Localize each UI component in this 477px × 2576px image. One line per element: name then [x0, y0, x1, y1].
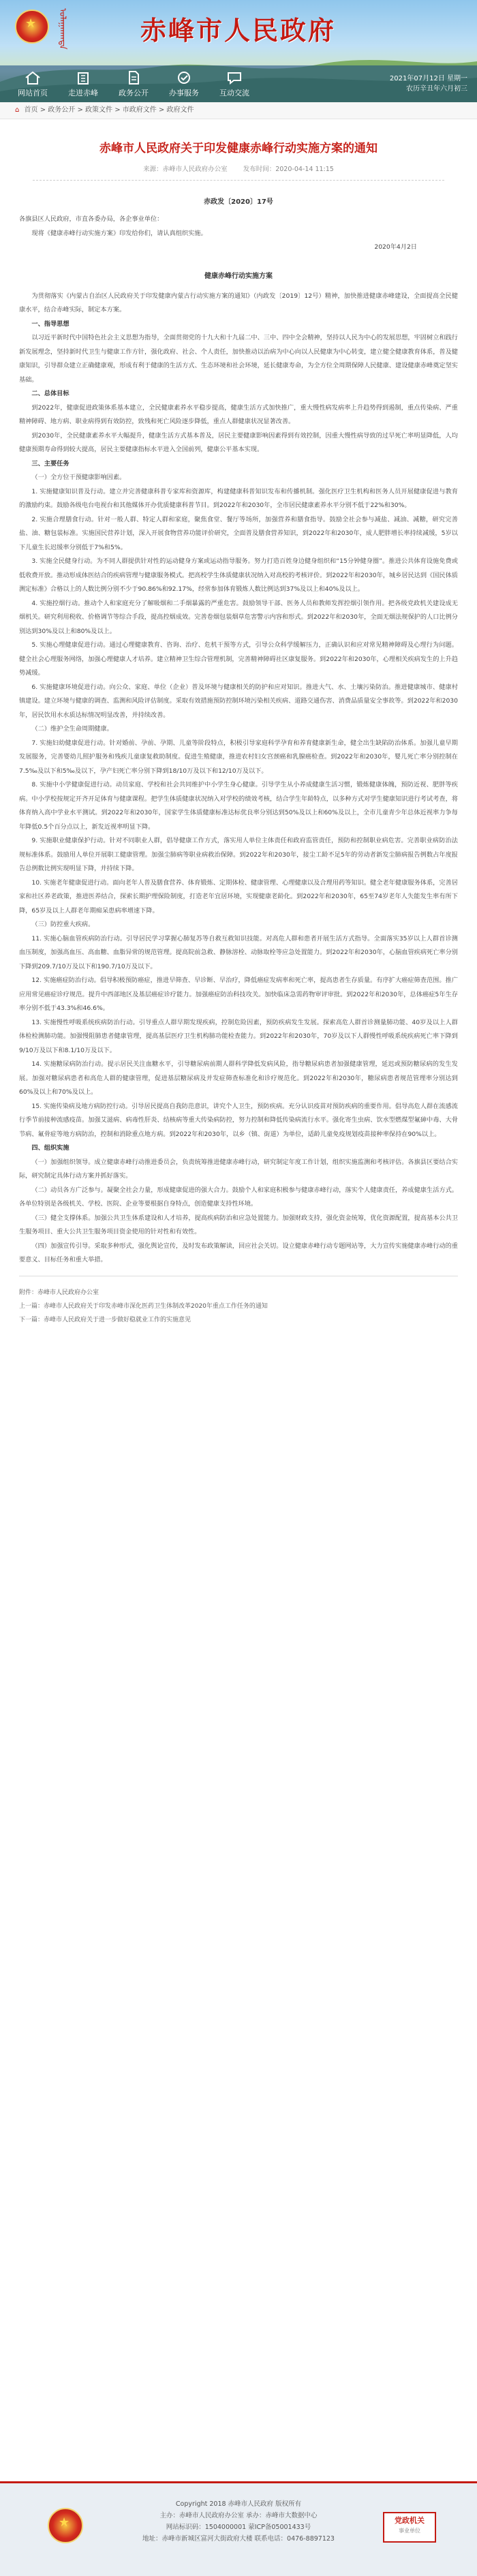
section-paragraph: 5. 实施心理健康促进行动。通过心理健康教育、咨询、治疗、危机干预等方式，引导公众科学缓解压力，正确认识和应对常见精神障碍及心理行为问题。健全社会心理服务网络，加强心理健康人才培养。建立精神卫生综合管理机制，完善精神障碍社区康复服务。到2022年和2030年，心理相关疾病发生的上升趋势减缓。 — [19, 641, 458, 677]
nav-item-label: 互动交流 — [219, 88, 249, 97]
nav-item-interaction[interactable] — [213, 70, 256, 98]
chat-icon — [226, 70, 243, 85]
nav-item-services[interactable] — [162, 70, 206, 98]
attachment-line[interactable]: 附件：赤峰市人民政府办公室 — [19, 1289, 99, 1296]
article-source: 来源：赤峰市人民政府办公室 — [143, 166, 228, 173]
section-paragraph: 8. 实施中小学健康促进行动。动员家庭、学校和社会共同维护中小学生身心健康。引导学生从小养成健康生活习惯，锻炼健康体魄，预防近视、肥胖等疾病。中小学校按规定开齐开足体育与健康课程。把学生体质健康状况纳入对学校的绩效考核，结合学生年龄特点，以多种方式对学生健康知识进行考试考查，将体育纳入高中学业水平测试。到2022年和2030年，国家学生体质健康标准达标优良率分别达到50%及以上和60%及以上，全市儿童青少年总体近视率力争每年降低0.5个百分点以上，新发近视率明显下降。 — [19, 781, 458, 831]
attachments — [19, 1286, 458, 1327]
section-heading: 三、主要任务 — [31, 459, 70, 467]
main-nav — [0, 65, 477, 102]
breadcrumb-text[interactable]: 首页 > 政务公开 > 政策文件 > 市政府文件 > 政府文件 — [24, 106, 194, 114]
section-paragraph: 14. 实施糖尿病防治行动。提示居民关注血糖水平，引导糖尿病前期人群科学降低发病风险，指导糖尿病患者加强健康管理，延迟或预防糖尿病的发生发展。加强对糖尿病患者和高危人群的健康管理，促进基层糖尿病及并发症筛查标准化和诊疗规范化。到2022年和2030年，糖尿病患者规范管理率分别达到60%及以上和70%及以上。 — [19, 1060, 458, 1096]
section-paragraph: 13. 实施慢性呼吸系统疾病防治行动。引导重点人群早期发现疾病，控制危险因素，预防疾病发生发展。探索高危人群首诊测量肺功能、40岁及以上人群体检检测肺功能。加强慢阻肺患者健康管理，提高基层医疗卫生机构肺功能检查能力。到2022年和2030年，70岁及以下人群慢性呼吸系统疾病死亡率下降到9/10万及以下和8.1/10万及以下。 — [19, 1018, 458, 1054]
footer-icp[interactable]: 网站标识码：1504000001 蒙ICP备05001433号 — [166, 2524, 311, 2531]
article-meta — [33, 164, 444, 181]
badge-subtitle: 事业单位 — [399, 2528, 420, 2534]
nav-item-label: 政务公开 — [119, 88, 149, 97]
footer-emblem-logo — [48, 2508, 83, 2543]
footer-copyright: Copyright 2018 赤峰市人民政府 版权所有 — [175, 2500, 302, 2508]
building-icon — [74, 70, 92, 85]
section-paragraph: （一）全方位干预健康影响因素。 — [31, 474, 126, 481]
nav-item-label: 网站首页 — [18, 88, 48, 97]
section-paragraph: （一）加强组织领导。成立健康赤峰行动推进委员会，负责统筹推进健康赤峰行动，研究制定年度工作计划，组织实施监测和考核评估。各旗县区要结合实际，研究制定具体行动方案并抓好落实。 — [19, 1158, 458, 1180]
next-article-link[interactable]: 下一篇：赤峰市人民政府关于进一步做好稳就业工作的实施意见 — [19, 1316, 191, 1323]
gov-site-badge[interactable] — [383, 2512, 436, 2543]
section-paragraph: 7. 实施妇幼健康促进行动。针对婚前、孕前、孕期、儿童等阶段特点，积极引导家庭科学孕育和养育健康新生命，健全出生缺陷防治体系。加强儿童早期发展服务，完善婴幼儿照护服务和残疾儿童康复救助制度。促进生殖健康，推进农村妇女宫颈癌和乳腺癌检查。到2022年和2030年，婴儿死亡率分别控制在7.5‰及以下和5‰及以下，孕产妇死亡率分别下降到18/10万及以下和12/10万及以下。 — [19, 739, 458, 775]
section-paragraph: 到2022年，健康促进政策体系基本建立，全民健康素养水平稳步提高，健康生活方式加快推广，重大慢性病发病率上升趋势得到遏制，重点传染病、严重精神障碍、地方病、职业病得到有效防控，致残和死亡风险逐步降低，重点人群健康状况显著改善。 — [19, 403, 458, 425]
breadcrumb-home-icon[interactable]: ⌂ — [15, 106, 20, 114]
article-date: 发布时间：2020-04-14 11:15 — [243, 166, 334, 173]
section-paragraph: 2. 实施合理膳食行动。针对一般人群、特定人群和家庭，聚焦食堂、餐厅等场所，加强营养和膳食指导。鼓励全社会参与减盐、减油、减糖，研究完善盐、油、糖包装标准。实施国民营养计划，深入开展食物营养功能评价研究，全面普及膳食营养知识，到2022年和2030年，成人肥胖增长率持续减缓，5岁以下儿童生长迟缓率分别低于7%和5%。 — [19, 515, 458, 551]
date-gregorian: 2021年07月12日 星期一 — [389, 75, 467, 82]
nav-item-home[interactable] — [11, 70, 55, 98]
header-banner — [0, 0, 477, 102]
footer-address: 地址：赤峰市新城区富河大街政府大楼 联系电话：0476-8897123 — [142, 2535, 335, 2543]
section-paragraph: 11. 实施心脑血管疾病防治行动。引导居民学习掌握心肺复苏等自救互救知识技能。对高危人群和患者开展生活方式指导。全面落实35岁以上人群首诊测血压制度，加强高血压、高血糖、血脂异常的规范管理。提高院前急救、静脉溶栓、动脉取栓等应急处置能力。到2022年和2030年，心脑血管疾病死亡率分别下降到209.7/10万及以下和190.7/10万及以下。 — [19, 934, 458, 970]
section-heading: 四、组织实施 — [31, 1144, 70, 1152]
section-paragraph: 以习近平新时代中国特色社会主义思想为指导，全面贯彻党的十九大和十九届二中、三中、四中全会精神，坚持以人民为中心的发展思想，牢固树立和践行新发展理念，坚持新时代卫生与健康工作方针，强化政府、社会、个人责任，加快推动以治病为中心向以人民健康为中心转变，建立健全健康教育体系，普及健康知识，引导群众建立正确健康观，形成有利于健康的生活方式、生态环境和社会环境，延长健康寿命，为全方位全周期保障人民健康、建设健康赤峰奠定坚实基础。 — [19, 334, 458, 384]
section-paragraph: 1. 实施健康知识普及行动。建立并完善健康科普专家库和资源库，构建健康科普知识发布和传播机制。强化医疗卫生机构和医务人员开展健康促进与教育的激励约束。鼓励各级电台电视台和其他媒体开办优质健康科普节目。到2022年和2030年，全市居民健康素养水平分别不低于22%和30%。 — [19, 487, 458, 509]
section-paragraph: 到2030年，全民健康素养水平大幅提升，健康生活方式基本普及，居民主要健康影响因素得到有效控制，因重大慢性病导致的过早死亡率明显降低，人均健康预期寿命得到较大提高，居民主要健康指标水平进入全国前列，健康公平基本实现。 — [19, 431, 458, 453]
section-paragraph: 4. 实施控烟行动。推动个人和家庭充分了解吸烟和二手烟暴露的严重危害。鼓励领导干部、医务人员和教师发挥控烟引领作用。把各级党政机关建设成无烟机关。研究利用税收、价格调节等综合手段，提高控烟成效。完善卷烟包装烟草危害警示内容和形式。到2022年和2030年，全面无烟法规保护的人口比例分别达到30%及以上和80%及以上。 — [19, 599, 458, 635]
date-display — [390, 74, 467, 94]
section-paragraph: 3. 实施全民健身行动。为不同人群提供针对性的运动健身方案或运动指导服务。努力打造百姓身边健身组织和“15分钟健身圈”。推进公共体育设施免费或低收费开放。推动形成体医结合的疾病管理与健康服务模式。把高校学生体质健康状况纳入对高校的考核评价。到2022年和2030年，城乡居民达到《国民体质测定标准》合格以上的人数比例分别不少于90.86%和92.17%，经常参加体育锻炼人数比例达到37%及以上和40%及以上。 — [19, 557, 458, 593]
section-paragraph: 15. 实施传染病及地方病防控行动。引导居民提高自我防范意识，讲究个人卫生，预防疾病。充分认识疫苗对预防疾病的重要作用。倡导高危人群在流感流行季节前接种流感疫苗。加强艾滋病、病毒性肝炎、结核病等重大传染病防控，努力控制和降低传染病流行水平。强化寄生虫病、饮水型燃煤型氟砷中毒、大骨节病、氟骨症等地方病防治，控制和消除重点地方病。到2022年和2030年，以乡（镇、街道）为单位，适龄儿童免疫规划疫苗接种率保持在90%以上。 — [19, 1102, 458, 1138]
nav-item-label: 办事服务 — [169, 88, 199, 97]
nav-item-about[interactable] — [61, 70, 105, 98]
nav-item-label: 走进赤峰 — [68, 88, 98, 97]
breadcrumb — [0, 102, 477, 119]
sign-date: 2020年4月2日 — [374, 243, 417, 251]
intro-line: 现将《健康赤峰行动实施方案》印发给你们，请认真组织实施。 — [31, 229, 207, 237]
mongolian-title: ᠤᠯᠠᠭᠠᠨᠬᠠᠳᠠ — [57, 8, 67, 50]
section-heading: 二、总体目标 — [31, 390, 70, 397]
section-paragraph: 10. 实施老年健康促进行动。面向老年人普及膳食营养、体育锻炼、定期体检、健康管理、心理健康以及合理用药等知识。健全老年健康服务体系，完善居家和社区养老政策，推进医养结合，探索长期护理保险制度，打造老年宜居环境，实现健康老龄化。到2022年和2030年，65至74岁老年人失能发生率有所下降，65岁及以上人群老年期痴呆患病率增速下降。 — [19, 878, 458, 915]
prev-article-link[interactable]: 上一篇：赤峰市人民政府关于印发赤峰市深化医药卫生体制改革2020年重点工作任务的通知 — [19, 1302, 268, 1310]
section-heading: 一、指导思想 — [31, 320, 70, 328]
footer-info — [95, 2498, 382, 2545]
plan-title: 健康赤峰行动实施方案 — [204, 272, 273, 280]
article-title: 赤峰市人民政府关于印发健康赤峰行动实施方案的通知 — [99, 142, 378, 155]
section-paragraph: （二）动员各方广泛参与。凝聚全社会力量，形成健康促进的强大合力。鼓励个人和家庭积极参与健康赤峰行动，落实个人健康责任，养成健康生活方式。各单位特别是各级机关、学校、医院、企业等要根据自身特点，创造健康支持性环境。 — [19, 1186, 458, 1208]
section-paragraph: 12. 实施癌症防治行动。倡导积极预防癌症，推进早筛查、早诊断、早治疗，降低癌症发病率和死亡率，提高患者生存质量。有序扩大癌症筛查范围。推广应用常见癌症诊疗规范。提升中西部地区及基层癌症诊疗能力。加强癌症防治科技攻关。加快临床急需药物审评审批。到2022年和2030年，总体癌症5年生存率分别不低于43.3%和46.6%。 — [19, 977, 458, 1012]
badge-title: 党政机关 — [395, 2516, 425, 2525]
section-paragraph: 6. 实施健康环境促进行动。向公众、家庭、单位（企业）普及环境与健康相关的防护和应对知识。推进大气、水、土壤污染防治。推进健康城市、健康村镇建设。建立环境与健康的调查、监测和风险评估制度。采取有效措施预防控制环境污染相关疾病、道路交通伤害、消费品质量安全事故等。到2022年和2030年，居民饮用水水质达标情况明显改善，并持续改善。 — [19, 683, 458, 719]
document-number: 赤政发〔2020〕17号 — [204, 198, 273, 206]
section-paragraph: （三）健全支撑体系。加强公共卫生体系建设和人才培养，提高疾病防治和应急处置能力。加强财政支持，强化资金统筹，优化资源配置，提高基本公共卫生服务项目、重大公共卫生服务项目资金使用的针对性和有效性。 — [19, 1214, 458, 1236]
service-icon — [175, 70, 193, 85]
footer-sponsor: 主办：赤峰市人民政府办公室 承办：赤峰市大数据中心 — [159, 2512, 318, 2519]
home-icon — [24, 70, 42, 85]
section-paragraph: 9. 实施职业健康保护行动。针对不同职业人群，倡导健康工作方式，落实用人单位主体责任和政府监管责任，预防和控制职业病危害。完善职业病防治法规标准体系。鼓励用人单位开展职工健康管理。加强尘肺病等职业病救治保障。到2022年和2030年，接尘工龄不足5年的劳动者新发尘肺病报告例数占年度报告总例数比例实现明显下降，并持续下降。 — [19, 837, 458, 872]
date-lunar: 农历辛丑年六月初三 — [406, 85, 467, 93]
section-paragraph: （三）防控重大疾病。 — [31, 921, 95, 928]
site-title[interactable]: 赤峰市人民政府 — [140, 15, 337, 46]
nav-item-gov-info[interactable] — [112, 70, 155, 98]
section-paragraph: （二）维护全生命周期健康。 — [31, 725, 113, 733]
section-paragraph: （四）加强宣传引导。采取多种形式，强化舆论宣传，及时发布政策解读，回应社会关切。设立健康赤峰行动专题网站等，大力宣传实施健康赤峰行动的重要意义、目标任务和重大举措。 — [19, 1242, 458, 1263]
document-icon — [125, 70, 142, 85]
article-body — [19, 290, 458, 1268]
article — [0, 119, 477, 1327]
footer — [0, 2481, 477, 2576]
recipient-line: 各旗县区人民政府，市直各委办局，各企事业单位： — [19, 215, 164, 223]
section-paragraph: 为贯彻落实《内蒙古自治区人民政府关于印发健康内蒙古行动实施方案的通知》（内政发〔2019〕12号）精神，加快推进健康赤峰建设，全面提高全民健康水平，结合赤峰实际，制定本方案。 — [19, 292, 458, 313]
national-emblem-logo[interactable] — [15, 10, 49, 44]
